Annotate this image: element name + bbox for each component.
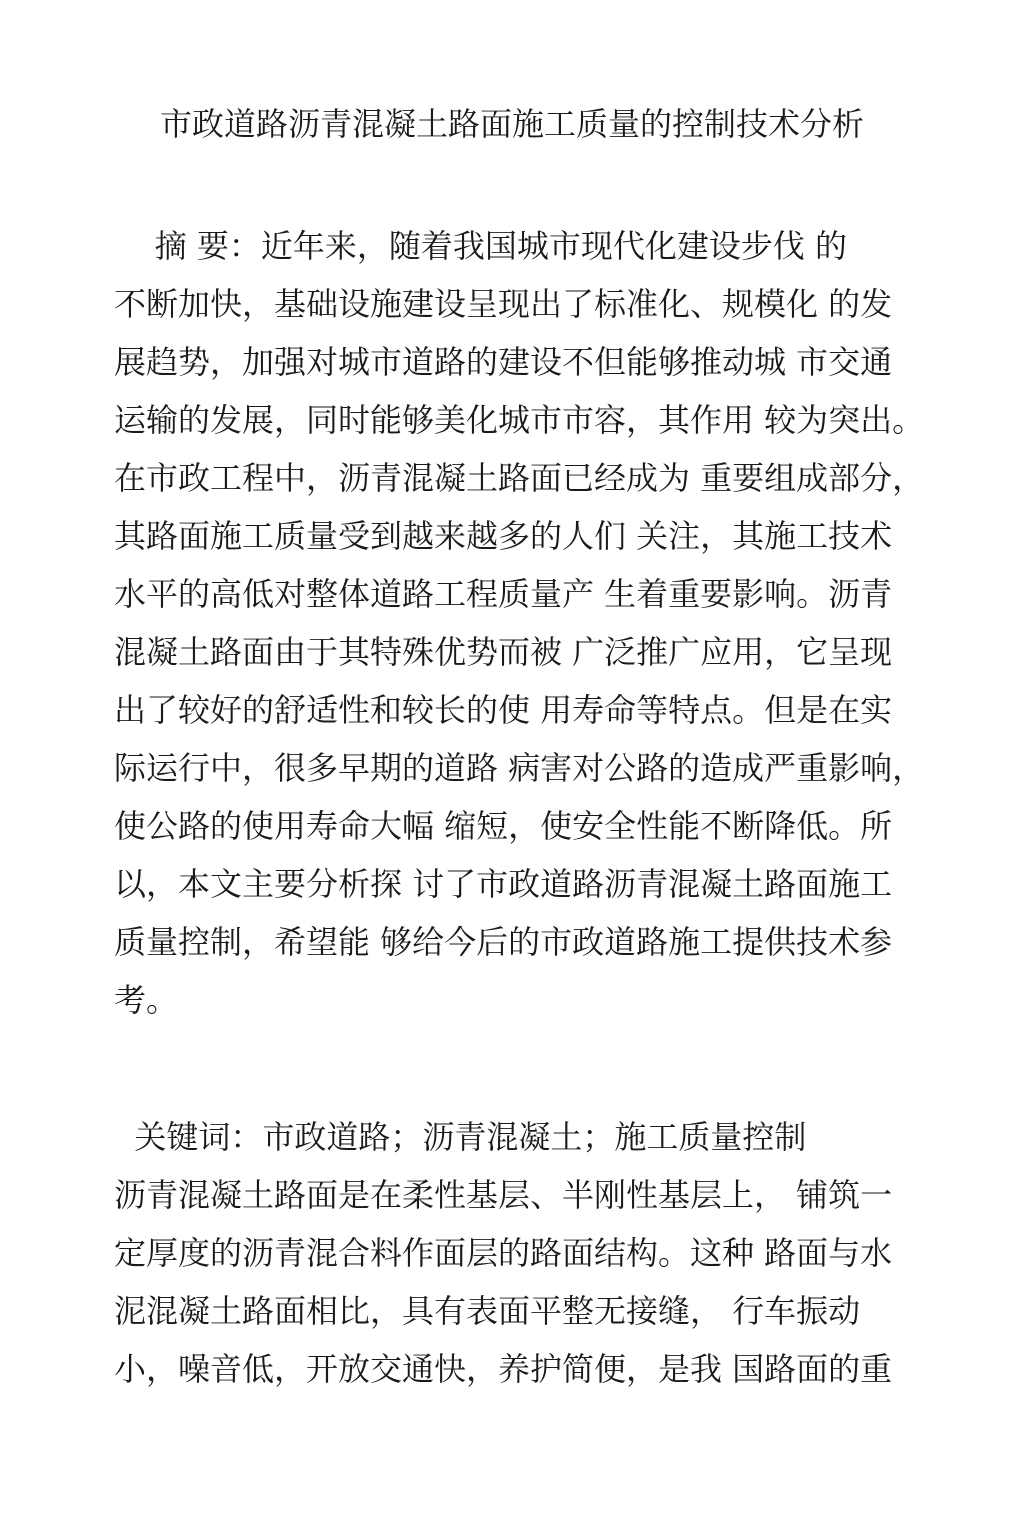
abstract-line-7: 水平的高低对整体道路工程质量产 生着重要影响。沥青 (114, 575, 893, 613)
abstract-line-2: 不断加快，基础设施建设呈现出了标准化、规模化 的发 (114, 285, 893, 323)
body-line-2: 定厚度的沥青混合料作面层的路面结构。这种 路面与水 (114, 1234, 893, 1272)
abstract-line-3: 展趋势，加强对城市道路的建设不但能够推动城 市交通 (114, 343, 893, 381)
abstract-line-9: 出了较好的舒适性和较长的使 用寿命等特点。但是在实 (114, 691, 893, 729)
keywords-line: 关键词：市政道路；沥青混凝土；施工质量控制 (114, 1118, 807, 1156)
abstract-line-5: 在市政工程中，沥青混凝土路面已经成为 重要组成部分， (114, 459, 925, 497)
abstract-line-6: 其路面施工质量受到越来越多的人们 关注，其施工技术 (114, 517, 893, 555)
abstract-line-8: 混凝土路面由于其特殊优势而被 广泛推广应用，它呈现 (114, 633, 893, 671)
abstract-line-14: 考。 (114, 981, 179, 1019)
body-line-3: 泥混凝土路面相比，具有表面平整无接缝， 行车振动 (114, 1292, 861, 1330)
abstract-line-4: 运输的发展，同时能够美化城市市容，其作用 较为突出。 (114, 401, 925, 439)
abstract-line-11: 使公路的使用寿命大幅 缩短，使安全性能不断降低。所 (114, 807, 893, 845)
body-line-1: 沥青混凝土路面是在柔性基层、半刚性基层上， 铺筑一 (114, 1176, 893, 1214)
body-line-4: 小，噪音低，开放交通快，养护简便，是我 国路面的重 (114, 1350, 893, 1388)
abstract-line-13: 质量控制，希望能 够给今后的市政道路施工提供技术参 (114, 923, 893, 961)
abstract-line-10: 际运行中，很多早期的道路 病害对公路的造成严重影响， (114, 749, 925, 787)
document-title: 市政道路沥青混凝土路面施工质量的控制技术分析 (159, 105, 864, 143)
abstract-line-12: 以，本文主要分析探 讨了市政道路沥青混凝土路面施工 (114, 865, 893, 903)
abstract-line-1: 摘 要：近年来，随着我国城市现代化建设步伐 的 (114, 227, 848, 265)
